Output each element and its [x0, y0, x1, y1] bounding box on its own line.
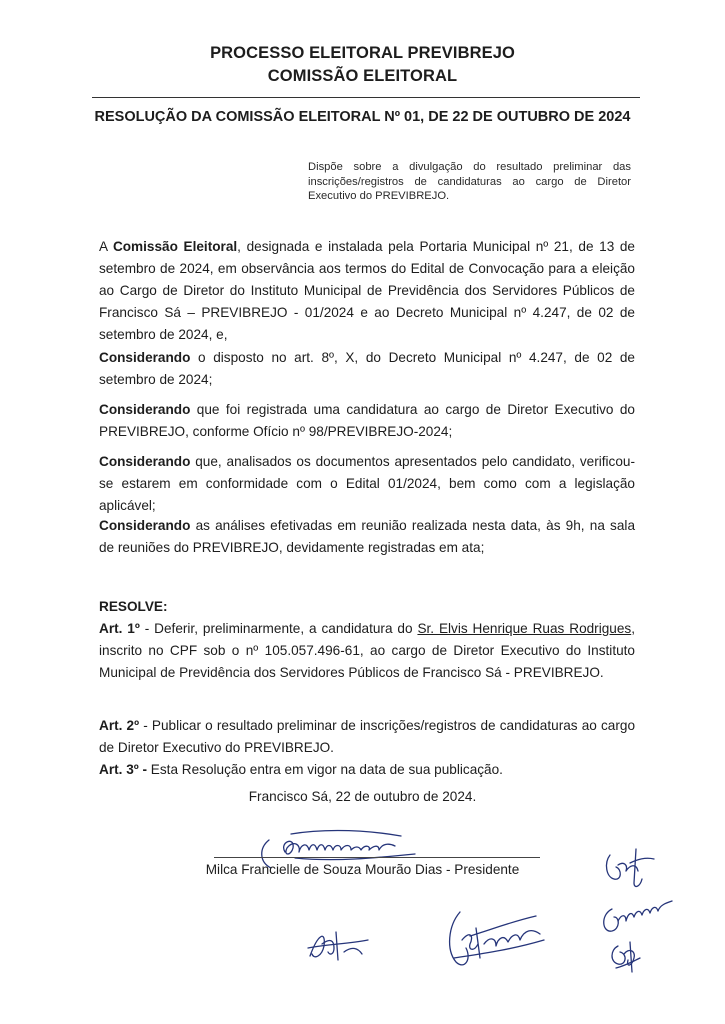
member-signature-1 [304, 926, 374, 966]
header-line-1: PROCESSO ELEITORAL PREVIBREJO [210, 44, 515, 62]
article-label: Art. 1º [99, 621, 140, 636]
article-1 [99, 618, 635, 684]
preamble-text: , designada e instalada pela Portaria Municipal nº 21, de 13 de setembro de 2024, em observância aos termos do Edital de Convocação para a eleição ao Cargo de Diretor do Instituto Municipal de Previdência dos Servidores Públicos de Francisco Sá – PREVIBREJO - 01/2024 e ao Decreto Municipal nº 4.247, de 02 de setembro de 2024, e, [99, 239, 635, 342]
article-text: Esta Resolução entra em vigor na data de sua publicação. [147, 762, 503, 777]
article-text: - Publicar o resultado preliminar de inscrições/registros de candidaturas ao cargo de Diretor Executivo do PREVIBREJO. [99, 718, 636, 755]
considerando-label: Considerando [99, 402, 191, 417]
considerando-label: Considerando [99, 454, 191, 469]
header-line-2: COMISSÃO ELEITORAL [267, 67, 458, 85]
article-3 [99, 759, 635, 781]
ementa-summary: Dispõe sobre a divulgação do resultado preliminar das inscrições/registros de candidaturas ao cargo de Diretor Executivo do PREVIBREJO. [308, 161, 631, 202]
considerando-paragraph [99, 451, 635, 517]
article-2 [99, 715, 635, 759]
article-text: - Deferir, preliminarmente, a candidatura do [139, 621, 418, 636]
considerando-text: o disposto no art. 8º, X, do Decreto Municipal nº 4.247, de 02 de setembro de 2024; [99, 350, 635, 387]
member-signature-3 [600, 843, 660, 891]
member-signature-2 [440, 900, 550, 975]
article-label: Art. 2º [99, 718, 140, 733]
member-signature-4 [596, 887, 678, 937]
signature-line [214, 857, 540, 858]
resolve-heading: RESOLVE: [99, 599, 168, 614]
considerando-paragraph [99, 515, 635, 559]
considerando-paragraph [99, 347, 635, 391]
candidate-name: Sr. Elvis Henrique Ruas Rodrigues [417, 621, 632, 636]
considerando-text: que foi registrada uma candidatura ao cargo de Diretor Executivo do PREVIBREJO, conforme Ofício nº 98/PREVIBREJO-2024; [99, 402, 635, 439]
header-divider [92, 97, 640, 98]
considerando-text: as análises efetivadas em reunião realizada nesta data, às 9h, na sala de reuniões do PREVIBREJO, devidamente registradas em ata; [99, 518, 635, 555]
place-and-date: Francisco Sá, 22 de outubro de 2024. [248, 789, 477, 804]
preamble-bold: Comissão Eleitoral [112, 239, 238, 254]
considerando-text: que, analisados os documentos apresentados pelo candidato, verificou-se estarem em conformidade com o Edital 01/2024, bem como com a legislação aplicável; [99, 454, 635, 513]
preamble-paragraph [99, 236, 635, 346]
resolution-title: RESOLUÇÃO DA COMISSÃO ELEITORAL Nº 01, DE 22 DE OUTUBRO DE 2024 [94, 109, 631, 125]
considerando-label: Considerando [99, 518, 191, 533]
member-signature-5 [606, 938, 646, 976]
signer-name: Milca Francielle de Souza Mourão Dias - Presidente [205, 862, 520, 877]
article-text: , inscrito no CPF sob o nº 105.057.496-61, ao cargo de Diretor Executivo do Instituto Municipal de Previdência dos Servidores Públicos de Francisco Sá - PREVIBREJO. [99, 621, 635, 680]
considerando-label: Considerando [99, 350, 191, 365]
article-label: Art. 3º - [99, 762, 148, 777]
considerando-paragraph [99, 399, 635, 443]
preamble-lead: A [99, 239, 113, 254]
